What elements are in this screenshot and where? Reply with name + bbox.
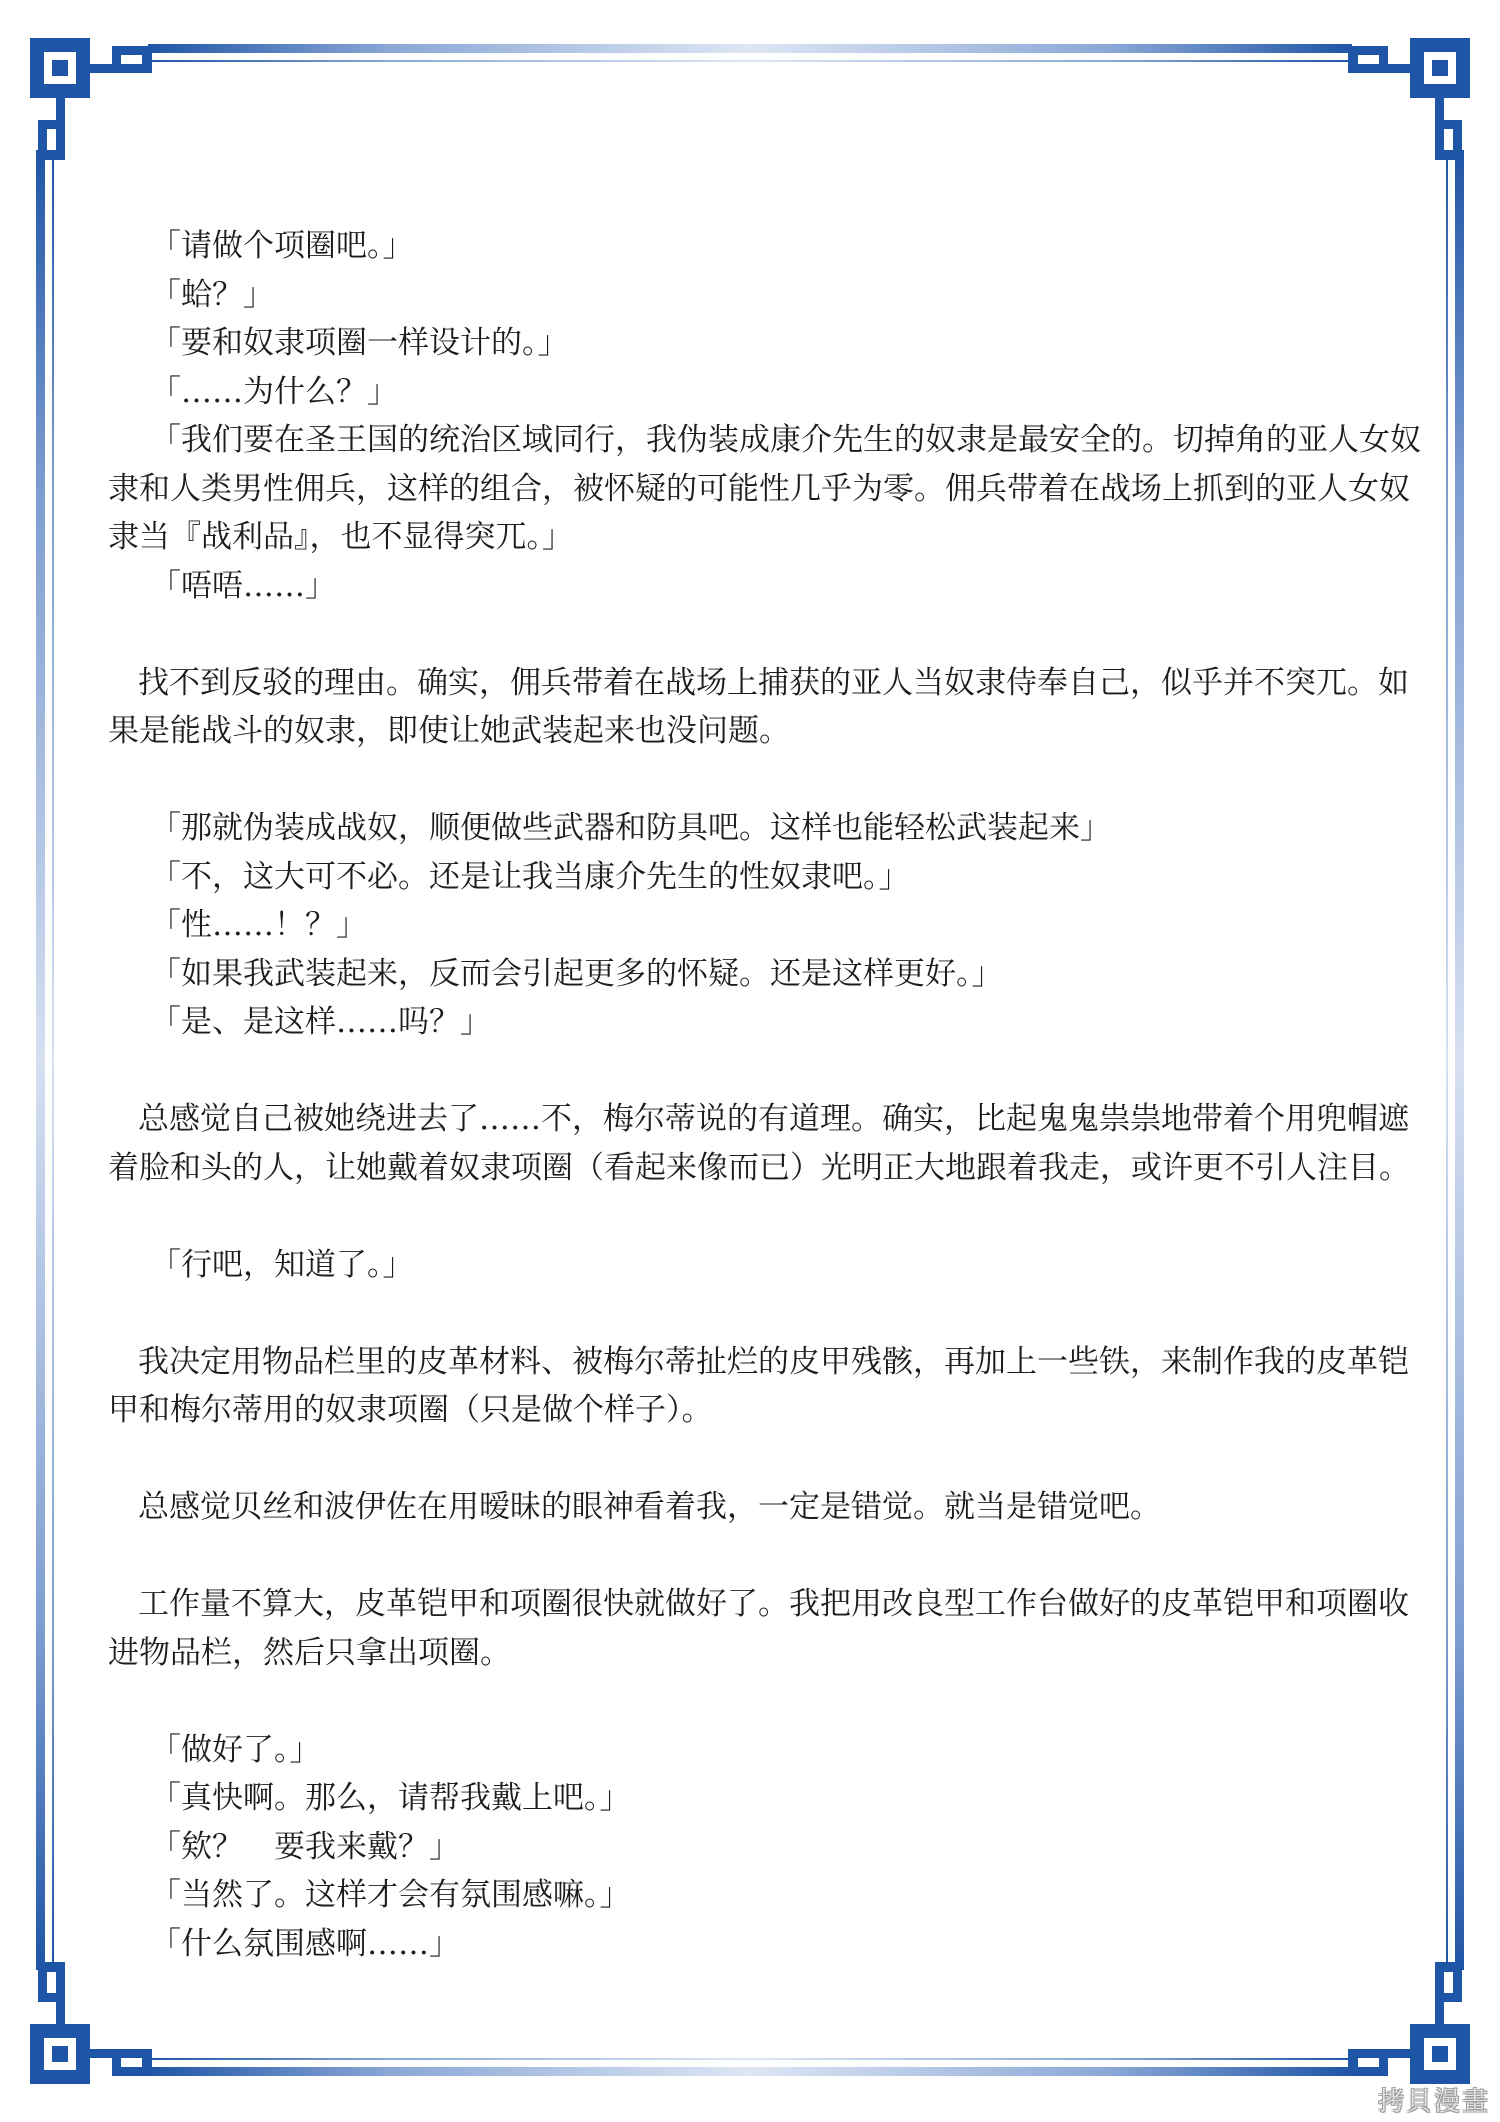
dialogue-line: 「行吧，知道了。」: [150, 1246, 414, 1283]
dialogue-line: 「那就伪装成战奴，顺便做些武器和防具吧。这样也能轻松武装起来」: [150, 810, 1111, 846]
paragraph-first-line: 找不到反驳的理由。确实，佣兵带着在战场上捕获的亚人当奴隶侍奉自己，似乎并不突兀。如: [138, 664, 1409, 701]
dialogue-line: 「如果我武装起来，反而会引起更多的怀疑。还是这样更好。」: [150, 955, 1003, 992]
dialogue-line: 「当然了。这样才会有氛围感嘛。」: [150, 1877, 631, 1913]
paragraph-gap: [108, 610, 1388, 659]
paragraph-gap: [108, 1192, 1388, 1241]
dialogue-line: 「不，这大可不必。还是让我当康介先生的性奴隶吧。」: [150, 858, 910, 895]
dialogue-line: 「蛤？」: [150, 276, 274, 313]
paragraph-gap: [108, 1677, 1388, 1726]
paragraph-line: 甲和梅尔蒂用的奴隶项圈（只是做个样子）。: [108, 1392, 713, 1428]
paragraph-line: 果是能战斗的奴隶，即使让她武装起来也没问题。: [108, 713, 790, 749]
paragraph-gap: [108, 1532, 1388, 1581]
dialogue-line: 「是、是这样……吗？」: [150, 1004, 491, 1040]
corner-ornament-bottom-right: [1348, 1962, 1470, 2084]
dialogue-line: 「请做个项圈吧。」: [150, 228, 414, 264]
dialogue-line: 「欸？ 要我来戴？」: [150, 1828, 460, 1865]
paragraph-first-line: 我决定用物品栏里的皮革材料、被梅尔蒂扯烂的皮甲残骸，再加上一些铁，来制作我的皮革铠: [138, 1343, 1409, 1380]
watermark: 拷貝漫畫: [1377, 2087, 1490, 2117]
dialogue-line: 「性……！？」: [150, 907, 367, 943]
paragraph-line: 进物品栏，然后只拿出项圈。: [108, 1634, 511, 1671]
dialogue-line: 「唔唔……」: [150, 567, 336, 604]
paragraph-first-line: 总感觉贝丝和波伊佐在用暧昧的眼神看着我，一定是错觉。就当是错觉吧。: [138, 1489, 1161, 1525]
corner-ornament-bottom-left: [30, 1962, 152, 2084]
paragraph-gap: [108, 1047, 1388, 1096]
paragraph-first-line: 总感觉自己被她绕进去了……不，梅尔蒂说的有道理。确实，比起鬼鬼祟祟地带着个用兜帽遮: [138, 1101, 1409, 1137]
novel-text-body: [108, 222, 1421, 1968]
paragraph-line: 着脸和头的人，让她戴着奴隶项圈（看起来像而已）光明正大地跟着我走，或许更不引人注目。: [108, 1149, 1410, 1186]
paragraph-first-line: 工作量不算大，皮革铠甲和项圈很快就做好了。我把用改良型工作台做好的皮革铠甲和项圈收: [138, 1586, 1409, 1622]
dialogue-line: 「什么氛围感啊……」: [150, 1925, 460, 1962]
dialogue-line: 「……为什么？」: [150, 373, 398, 410]
paragraph-gap: [108, 1289, 1388, 1338]
dialogue-line: 「要和奴隶项圈一样设计的。」: [150, 325, 569, 361]
corner-ornament-top-right: [1348, 38, 1470, 160]
corner-ornament-top-left: [30, 38, 152, 160]
paragraph-gap: [108, 756, 1388, 805]
paragraph-line: 隶当『战利品』，也不显得突兀。」: [108, 519, 573, 555]
dialogue-line: 「真快啊。那么，请帮我戴上吧。」: [150, 1780, 631, 1816]
paragraph-gap: [108, 1435, 1388, 1484]
dialogue-line: 「我们要在圣王国的统治区域同行，我伪装成康介先生的奴隶是最安全的。切掉角的亚人女奴: [150, 422, 1421, 458]
dialogue-line: 「做好了。」: [150, 1731, 321, 1768]
paragraph-line: 隶和人类男性佣兵，这样的组合，被怀疑的可能性几乎为零。佣兵带着在战场上抓到的亚人女奴: [108, 470, 1410, 507]
